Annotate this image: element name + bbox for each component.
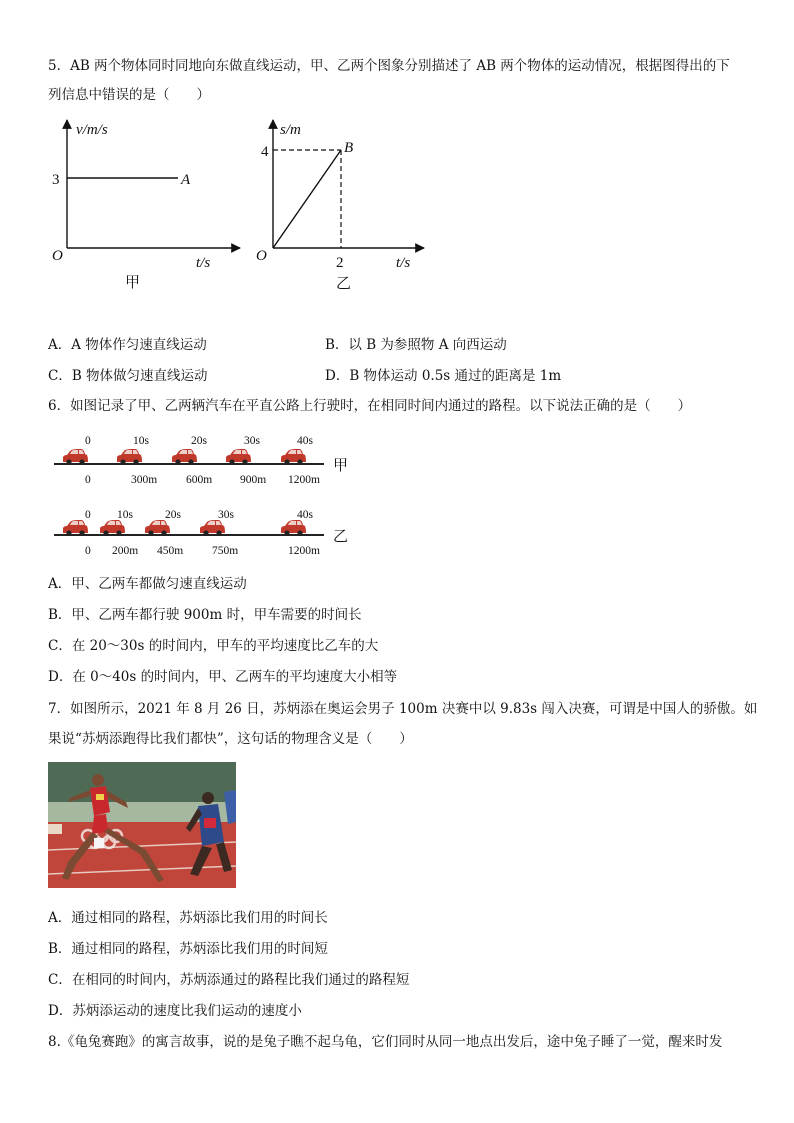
graph-yi-y-label: s/m <box>280 122 301 138</box>
q5-option-b[interactable]: B．以 B 为参照物 A 向西运动 <box>325 337 507 353</box>
track-jia-time-10s: 10s <box>133 435 149 447</box>
graph-jia-y-label: v/m/s <box>76 122 108 138</box>
track-yi-dist-450m: 450m <box>157 545 184 557</box>
q6-option-a[interactable]: A．甲、乙两车都做匀速直线运动 <box>48 576 247 592</box>
q7-option-d[interactable]: D．苏炳添运动的速度比我们运动的速度小 <box>48 1003 302 1019</box>
q7-option-c[interactable]: C．在相同的时间内，苏炳添通过的路程比我们通过的路程短 <box>48 972 410 988</box>
graph-jia-tick-3: 3 <box>52 172 60 188</box>
graph-jia <box>52 120 240 291</box>
graph-yi-line-b <box>273 150 341 248</box>
track-yi-dist-200m: 200m <box>112 545 139 557</box>
track-yi-car-3 <box>200 520 225 536</box>
track-jia-car-1 <box>117 449 142 465</box>
track-jia-time-30s: 30s <box>244 435 260 447</box>
q5-option-d[interactable]: D．B 物体运动 0.5s 通过的距离是 1m <box>325 368 562 384</box>
track-jia-label: 甲 <box>333 456 349 474</box>
track-yi <box>54 509 348 557</box>
sprinter-photo <box>48 762 236 888</box>
track-jia-time-0: 0 <box>85 435 91 447</box>
q6-car-diagram <box>48 428 358 558</box>
q8-stem-line1: 8.《龟兔赛跑》的寓言故事，说的是兔子瞧不起乌龟，它们同时从同一地点出发后，途中兔子睡了一觉，醒来时发 <box>48 1034 723 1050</box>
q5-option-a[interactable]: A．A 物体作匀速直线运动 <box>48 337 207 353</box>
q7-option-b[interactable]: B．通过相同的路程，苏炳添比我们用的时间短 <box>48 941 328 957</box>
track-jia-dist-1200m: 1200m <box>288 474 320 486</box>
track-yi-time-10s: 10s <box>117 509 133 521</box>
track-yi-car-2 <box>145 520 170 536</box>
track-yi-time-30s: 30s <box>218 509 234 521</box>
track-jia-car-4 <box>281 449 306 465</box>
graph-yi <box>256 120 424 292</box>
track-jia-dist-900m: 900m <box>240 474 267 486</box>
q5-option-c[interactable]: C．B 物体做匀速直线运动 <box>48 368 208 384</box>
graph-yi-origin: O <box>256 248 267 264</box>
q6-stem: 6．如图记录了甲、乙两辆汽车在平直公路上行驶时，在相同时间内通过的路程。以下说法正确的是（ ） <box>48 398 692 414</box>
track-jia-car-3 <box>226 449 251 465</box>
track-yi-car-1 <box>100 520 125 536</box>
track-jia-dist-0: 0 <box>85 474 91 486</box>
graph-yi-caption: 乙 <box>336 274 352 292</box>
track-yi-car-4 <box>281 520 306 536</box>
track-yi-time-0: 0 <box>85 509 91 521</box>
track-yi-dist-0: 0 <box>85 545 91 557</box>
graph-yi-tick-4: 4 <box>261 144 269 160</box>
q5-stem-line2: 列信息中错误的是（ ） <box>48 87 210 103</box>
graph-jia-x-label: t/s <box>196 255 211 271</box>
track-jia-dist-600m: 600m <box>186 474 213 486</box>
graph-yi-label-b: B <box>344 140 354 156</box>
q5-stem-line1: 5．AB 两个物体同时同地向东做直线运动，甲、乙两个图象分别描述了 AB 两个物体的运动情况，根据图得出的下 <box>48 58 730 74</box>
graph-jia-label-a: A <box>181 172 191 188</box>
graph-jia-caption: 甲 <box>125 273 141 291</box>
q6-option-d[interactable]: D．在 0～40s 的时间内，甲、乙两车的平均速度大小相等 <box>48 669 398 685</box>
q7-stem-line1: 7．如图所示，2021 年 8 月 26 日，苏炳添在奥运会男子 100m 决赛中以 9.83s 闯入决赛，可谓是中国人的骄傲。如 <box>48 701 758 717</box>
track-jia-time-20s: 20s <box>191 435 207 447</box>
q5-graphs <box>40 110 440 300</box>
q7-option-a[interactable]: A．通过相同的路程，苏炳添比我们用的时间长 <box>48 910 328 926</box>
q7-stem-line2: 果说“苏炳添跑得比我们都快”，这句话的物理含义是（ ） <box>48 731 413 747</box>
q6-option-c[interactable]: C．在 20～30s 的时间内，甲车的平均速度比乙车的大 <box>48 638 379 654</box>
track-jia-dist-300m: 300m <box>131 474 158 486</box>
graph-yi-tick-2: 2 <box>336 255 344 271</box>
track-jia-time-40s: 40s <box>297 435 313 447</box>
graph-jia-origin: O <box>52 248 63 264</box>
track-yi-label: 乙 <box>333 527 349 545</box>
track-yi-car-0 <box>63 520 88 536</box>
track-jia-car-2 <box>172 449 197 465</box>
q6-option-b[interactable]: B．甲、乙两车都行驶 900m 时，甲车需要的时间长 <box>48 607 362 623</box>
track-jia-car-0 <box>63 449 88 465</box>
track-yi-time-40s: 40s <box>297 509 313 521</box>
track-yi-dist-750m: 750m <box>212 545 239 557</box>
graph-yi-x-label: t/s <box>396 255 411 271</box>
track-jia <box>54 435 348 486</box>
track-yi-dist-1200m: 1200m <box>288 545 320 557</box>
track-yi-time-20s: 20s <box>165 509 181 521</box>
sprinter-photo-illustration <box>48 762 236 888</box>
